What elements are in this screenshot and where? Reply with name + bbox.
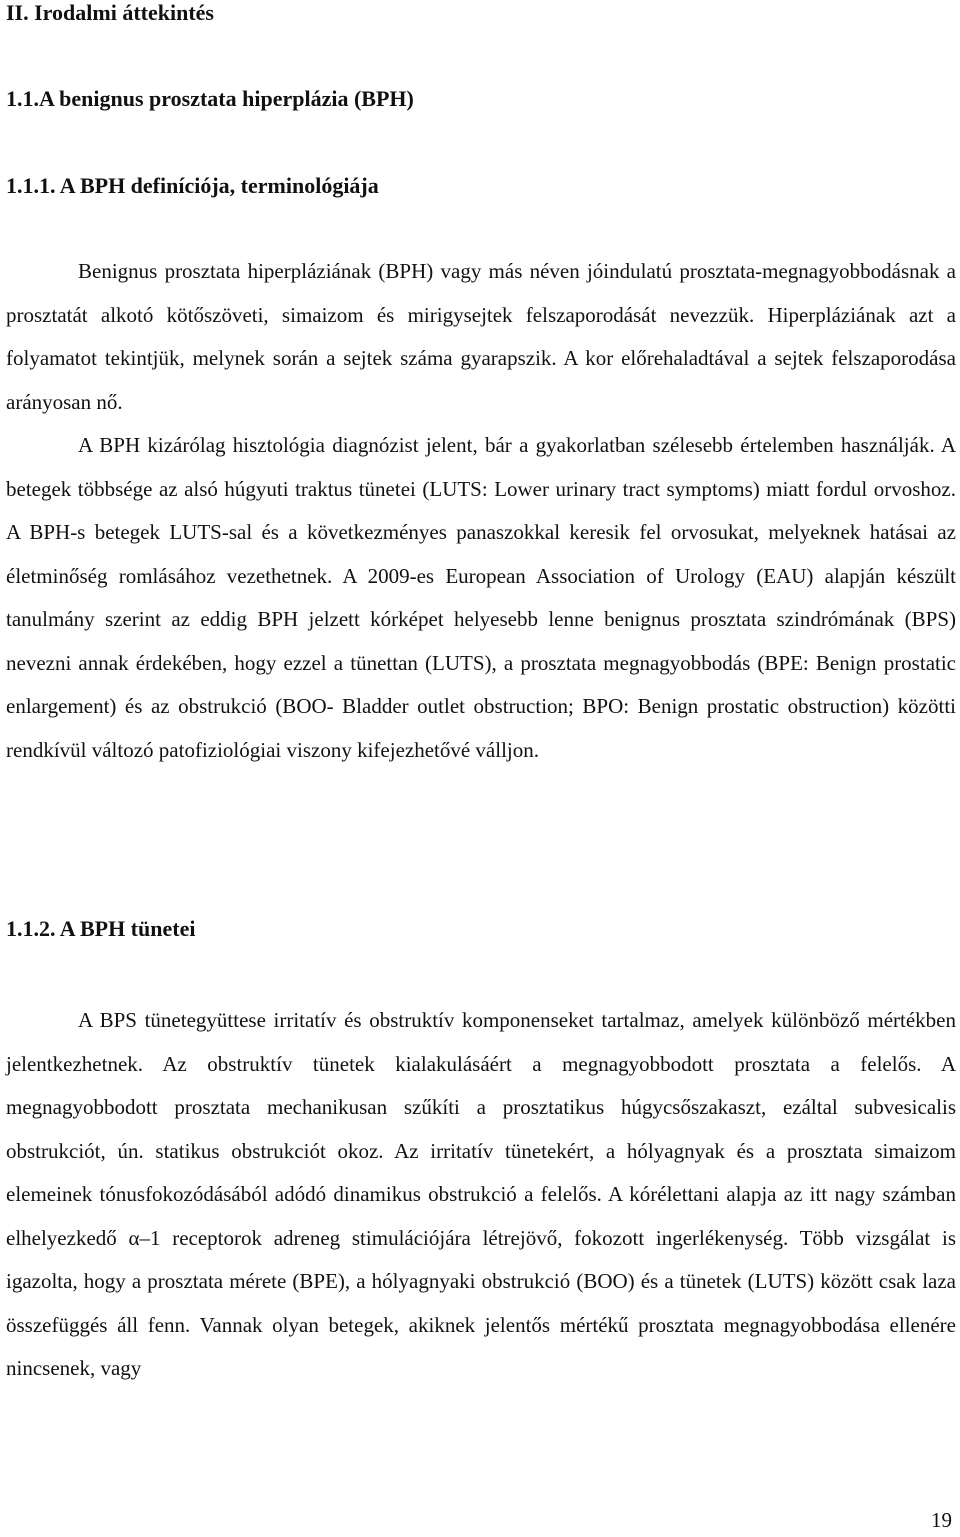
- paragraph: Benignus prosztata hiperpláziának (BPH) vagy más néven jóindulatú prosztata-megnagyobbodásnak a prosztatát alkotó kötőszöveti, simaizom és mirigysejtek felszaporodását nevezzük. Hiperpláziának azt a folyamatot tekintjük, melynek során a sejtek száma gyarapszik. A kor előrehaladtával a sejtek felszaporodása arányosan nő.: [6, 259, 956, 414]
- definition-text-block: [6, 250, 956, 772]
- section-title: 1.1.A benignus prosztata hiperplázia (BPH): [6, 86, 414, 111]
- chapter-title: II. Irodalmi áttekintés: [6, 0, 214, 25]
- symptoms-text-block: [6, 999, 956, 1391]
- subsection-title-definition: 1.1.1. A BPH definíciója, terminológiája: [6, 173, 379, 198]
- paragraph: A BPS tünetegyüttese irritatív és obstruktív komponenseket tartalmaz, amelyek különböző mértékben jelentkezhetnek. Az obstruktív tünetek kialakulásáért a megnagyobbodott prosztata a felelős. A megnagyobbodott prosztata mechanikusan szűkíti a prosztatikus húgycsőszakaszt, ezáltal subvesicalis obstrukciót, ún. statikus obstrukciót okoz. Az irritatív tünetekért, a hólyagnyak és a prosztata simaizom elemeinek tónusfokozódásából adódó dinamikus obstrukció a felelős. A kórélettani alapja az itt nagy számban elhelyezkedő α–1 receptorok adreneg stimulációjára létrejövő, fokozott ingerlékenység. Több vizsgálat is igazolta, hogy a prosztata mérete (BPE), a hólyagnyaki obstrukció (BOO) és a tünetek (LUTS) között csak laza összefüggés áll fenn. Vannak olyan betegek, akiknek jelentős mértékű prosztata megnagyobbodása ellenére nincsenek, vagy: [6, 1008, 956, 1380]
- paragraph: A BPH kizárólag hisztológia diagnózist jelent, bár a gyakorlatban szélesebb értelemben használják. A betegek többsége az alsó húgyuti traktus tünetei (LUTS: Lower urinary tract symptoms) miatt fordul orvoshoz. A BPH-s betegek LUTS-sal és a következményes panaszokkal keresik fel orvosukat, melyeknek hatásai az életminőség romlásához vezethetnek. A 2009-es European Association of Urology (EAU) alapján készült tanulmány szerint az eddig BPH jelzett kórképet helyesebb lenne benignus prosztata szindrómának (BPS) nevezni annak érdekében, hogy ezzel a tünettan (LUTS), a prosztata megnagyobbodás (BPE: Benign prostatic enlargement) és az obstrukció (BOO- Bladder outlet obstruction; BPO: Benign prostatic obstruction) közötti rendkívül változó patofiziológiai viszony kifejezhetővé válljon.: [6, 433, 956, 762]
- page-number: 19: [931, 1508, 952, 1532]
- subsection-title-symptoms: 1.1.2. A BPH tünetei: [6, 916, 196, 941]
- document-page: [6, 0, 956, 1537]
